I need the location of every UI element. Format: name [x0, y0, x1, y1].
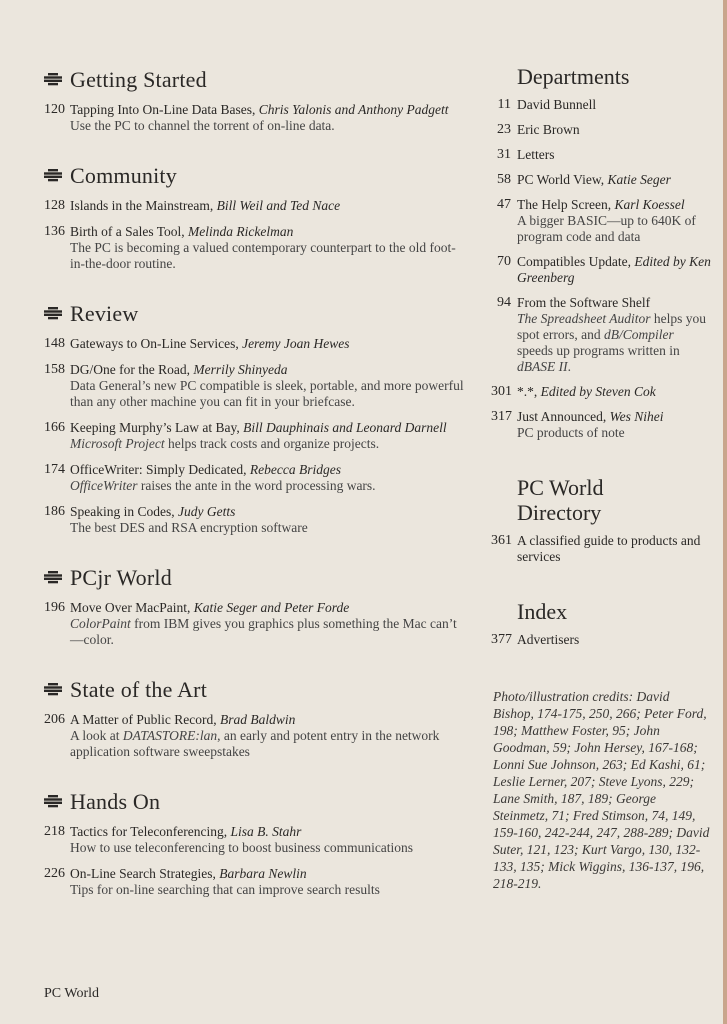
page-number: 31: [497, 147, 511, 162]
entry-description: [70, 118, 449, 134]
entry-description: [70, 378, 464, 410]
departments-list: [491, 97, 711, 441]
description-text: How to use teleconferencing to boost business communications: [70, 840, 414, 855]
entry-author: Edited by Ken Greenberg: [517, 254, 711, 285]
description-text: PC products of note: [517, 425, 625, 440]
entry-description: [70, 882, 380, 898]
page-number: 47: [497, 197, 511, 212]
entry-description: [517, 425, 711, 441]
page-number: 196: [44, 600, 65, 615]
entry-title: Compatibles Update,: [517, 254, 635, 269]
entry-title: Islands in the Mainstream,: [70, 198, 217, 213]
entry-body: [517, 409, 711, 441]
directory-title: [491, 475, 711, 525]
page-number: 317: [491, 409, 512, 424]
description-text: The PC is becoming a valued contemporary counterpart to the old foot-in-the-door routine.: [70, 240, 456, 271]
entry-description: [70, 728, 464, 760]
entry-author: Katie Seger and Peter Forde: [193, 600, 350, 615]
toc-entry[interactable]: [44, 462, 464, 494]
toc-entry[interactable]: [44, 504, 464, 536]
directory-title-line2: Directory: [517, 500, 602, 525]
page-number: 136: [44, 224, 65, 239]
entry-title: Eric Brown: [517, 122, 580, 137]
entry-body: [68, 462, 376, 494]
entry-title-line: [517, 147, 711, 163]
entry-body: [68, 224, 464, 272]
entry-title-line: [517, 409, 711, 425]
entry-body: [517, 97, 711, 113]
list-item[interactable]: [491, 632, 711, 648]
toc-section: [44, 562, 464, 648]
entry-description: [70, 616, 464, 648]
pc-world-logo-icon: [44, 570, 62, 586]
toc-section: [44, 160, 464, 272]
entry-title-line: [70, 712, 464, 728]
entry-title-line: [70, 224, 464, 240]
product-name: DATASTORE:lan: [122, 728, 218, 743]
entry-author: Merrily Shinyeda: [193, 362, 288, 377]
section-title: Hands On: [70, 789, 161, 814]
entry-title: Birth of a Sales Tool,: [70, 224, 189, 239]
entry-title: OfficeWriter: Simply Dedicated,: [70, 462, 250, 477]
entry-title: From the Software Shelf: [517, 295, 651, 310]
description-text: from IBM gives you graphics plus something the Mac can’t—color.: [70, 616, 457, 647]
entry-body: [517, 254, 711, 286]
entry-title: Speaking in Codes,: [70, 504, 178, 519]
product-name: The Spreadsheet Auditor: [517, 311, 651, 326]
entry-author: Lisa B. Stahr: [230, 824, 302, 839]
product-name: OfficeWriter: [70, 478, 138, 493]
entry-author: Barbara Newlin: [219, 866, 307, 881]
section-title: Getting Started: [70, 67, 207, 92]
department-entry[interactable]: [491, 409, 711, 441]
entry-title: A Matter of Public Record,: [70, 712, 220, 727]
department-entry[interactable]: [491, 97, 711, 113]
description-text: Use the PC to channel the torrent of on-line data.: [70, 118, 335, 133]
description-prefix: A look at: [70, 728, 123, 743]
departments-section: [491, 64, 711, 441]
entry-body: [517, 172, 711, 188]
entry-body: [68, 102, 449, 134]
entry-body: [68, 420, 447, 452]
entry-body: [68, 198, 340, 214]
entry-title: David Bunnell: [517, 97, 597, 112]
entry-body: [517, 147, 711, 163]
page-number: 94: [497, 295, 511, 310]
section-title: State of the Art: [70, 677, 208, 702]
entry-author: Edited by Steven Cok: [540, 384, 656, 399]
department-entry[interactable]: [491, 295, 711, 375]
toc-entry[interactable]: [44, 712, 464, 760]
page-number: 226: [44, 866, 65, 881]
description-text: helps track costs and organize projects.: [164, 436, 380, 451]
entry-body: [68, 712, 464, 760]
page-edge: [723, 0, 727, 1024]
entry-title: The Help Screen,: [517, 197, 615, 212]
entry-body: [517, 384, 711, 400]
entry-author: Brad Baldwin: [219, 712, 296, 727]
page-number: 301: [491, 384, 512, 399]
footer-magazine-name: PC World: [44, 986, 100, 1001]
section-header: [44, 786, 464, 818]
entry-title: Just Announced,: [517, 409, 610, 424]
entry-title-line: [517, 172, 711, 188]
entry-title: Tapping Into On-Line Data Bases,: [70, 102, 259, 117]
entry-title: Tactics for Teleconferencing,: [70, 824, 231, 839]
entry-title: PC World View,: [517, 172, 608, 187]
page-number: 166: [44, 420, 65, 435]
page-number: 158: [44, 362, 65, 377]
toc-entry[interactable]: [44, 336, 464, 352]
section-title: Community: [70, 163, 177, 188]
departments-title: Departments: [517, 64, 630, 89]
page-number: 128: [44, 198, 65, 213]
product-name: dB/Compiler: [603, 327, 674, 342]
toc-section: [44, 674, 464, 760]
entry-body: [68, 336, 350, 352]
entry-title-line: [70, 866, 380, 882]
entry-title-line: [70, 362, 464, 378]
toc-section: [44, 786, 464, 898]
entry-body: [68, 600, 464, 648]
section-header: [44, 160, 464, 192]
entry-title-line: [70, 824, 413, 840]
entry-title-line: [70, 336, 350, 352]
toc-entry[interactable]: [44, 824, 464, 856]
toc-section: [44, 298, 464, 536]
pc-world-logo-icon: [44, 306, 62, 322]
entry-title: Keeping Murphy’s Law at Bay,: [70, 420, 244, 435]
entry-title: Advertisers: [517, 632, 580, 647]
entry-title-line: [70, 600, 464, 616]
entry-author: Jeremy Joan Hewes: [242, 336, 350, 351]
toc-entry[interactable]: [44, 600, 464, 648]
entry-description: [517, 213, 711, 245]
page-number: 218: [44, 824, 65, 839]
entry-title: Gateways to On-Line Services,: [70, 336, 243, 351]
description-text: The best DES and RSA encryption software: [70, 520, 308, 535]
entry-title-line: [517, 197, 711, 213]
page-number: 361: [491, 533, 512, 548]
department-entry[interactable]: [491, 172, 711, 188]
entry-title: Letters: [517, 147, 555, 162]
section-header: [44, 64, 464, 96]
entry-description: [70, 840, 413, 856]
pc-world-logo-icon: [44, 794, 62, 810]
index-title: Index: [517, 599, 568, 624]
department-entry[interactable]: [491, 384, 711, 400]
section-header: [44, 562, 464, 594]
entry-title-line: [70, 504, 308, 520]
right-column: [491, 64, 711, 892]
description-text: speeds up programs written in: [517, 343, 680, 358]
pc-world-logo-icon: [44, 682, 62, 698]
description-text: helps you spot errors, and: [517, 311, 706, 342]
entry-body: [517, 197, 711, 245]
page-number: 377: [491, 632, 512, 647]
toc-entry[interactable]: [44, 198, 464, 214]
entry-title-line: [70, 420, 447, 436]
entry-author: Wes Nihei: [609, 409, 664, 424]
pc-world-logo-icon: [44, 168, 62, 184]
product-name: Microsoft Project: [70, 436, 165, 451]
photo-credits: Photo/illustration credits: David Bishop, 174-175, 250, 266; Peter Ford, 198; Matthew Foster, 95; John Goodman, 59; John Hersey, 167-168; Lonni Sue Johnson, 263; Ed Kashi, 61; Leslie Lerner, 207; Steve Lyons, 229; Lane Smith, 187, 189; George Steinmetz, 71; Fred Stimson, 74, 149, 159-160, 242-244, 247, 288-289; David Suter, 121, 123; Kurt Vargo, 130, 132-133, 135; Mick Wiggins, 136-137, 196, 218-219.: [493, 689, 710, 891]
department-entry[interactable]: [491, 254, 711, 286]
page-number: 11: [497, 97, 511, 112]
entry-title-line: [517, 122, 711, 138]
page-number: 70: [497, 254, 511, 269]
index-section: [491, 599, 711, 648]
entry-title-line: [70, 462, 376, 478]
page-number: 186: [44, 504, 65, 519]
directory-section: [491, 475, 711, 565]
entry-description: [70, 478, 376, 494]
section-header: [44, 674, 464, 706]
entry-title-line: [517, 97, 711, 113]
toc-entry[interactable]: [44, 224, 464, 272]
entry-title: On-Line Search Strategies,: [70, 866, 220, 881]
toc-entry[interactable]: [44, 866, 464, 898]
entry-description: [70, 436, 447, 452]
list-item[interactable]: [491, 533, 711, 565]
entry-description: [70, 240, 464, 272]
entry-author: Judy Getts: [178, 504, 236, 519]
page-number: 148: [44, 336, 65, 351]
entry-author: Katie Seger: [607, 172, 671, 187]
entry-body: [517, 295, 711, 375]
entry-title-line: [70, 102, 449, 118]
entry-title: A classified guide to products and services: [517, 533, 701, 564]
department-entry[interactable]: [491, 122, 711, 138]
entry-title: *.*,: [517, 384, 541, 399]
left-column: [44, 64, 464, 924]
entry-title-line: [517, 254, 711, 286]
entry-title-line: [70, 198, 340, 214]
entry-title: DG/One for the Road,: [70, 362, 194, 377]
page-number: 174: [44, 462, 65, 477]
toc-entry[interactable]: [44, 362, 464, 410]
toc-entry[interactable]: [44, 420, 464, 452]
page-number: 206: [44, 712, 65, 727]
section-title: Review: [70, 301, 139, 326]
entry-title-line: [517, 384, 711, 400]
page-number: 120: [44, 102, 65, 117]
department-entry[interactable]: [491, 197, 711, 245]
directory-title-line1: PC World: [517, 475, 604, 500]
product-name: dBASE II: [517, 359, 568, 374]
description-text: raises the ante in the word processing wars.: [137, 478, 376, 493]
entry-title-line: [517, 295, 711, 311]
page-number: 23: [497, 122, 511, 137]
description-text: .: [567, 359, 571, 374]
entry-title: Move Over MacPaint,: [70, 600, 194, 615]
toc-entry[interactable]: [44, 102, 464, 134]
description-text: A bigger BASIC—up to 640K of program code and data: [517, 213, 696, 244]
entry-body: [68, 824, 413, 856]
entry-author: Melinda Rickelman: [188, 224, 294, 239]
pc-world-logo-icon: [44, 72, 62, 88]
toc-section: [44, 64, 464, 134]
entry-body: [68, 866, 380, 898]
description-text: , an early and potent entry in the network application software sweepstakes: [70, 728, 440, 759]
entry-author: Rebecca Bridges: [249, 462, 341, 477]
entry-author: Chris Yalonis and Anthony Padgett: [258, 102, 449, 117]
page-number: 58: [497, 172, 511, 187]
description-text: Data General’s new PC compatible is sleek, portable, and more powerful than any other machine you can fit in your briefcase.: [70, 378, 464, 409]
entry-body: [68, 362, 464, 410]
entry-body: [68, 504, 308, 536]
department-entry[interactable]: [491, 147, 711, 163]
entry-author: Karl Koessel: [614, 197, 685, 212]
entry-author: Bill Dauphinais and Leonard Darnell: [243, 420, 447, 435]
entry-body: [517, 122, 711, 138]
section-title: PCjr World: [70, 565, 172, 590]
entry-description: [70, 520, 308, 536]
product-name: ColorPaint: [70, 616, 131, 631]
entry-author: Bill Weil and Ted Nace: [216, 198, 341, 213]
section-header: [44, 298, 464, 330]
entry-description: [517, 311, 711, 375]
description-text: Tips for on-line searching that can improve search results: [70, 882, 380, 897]
